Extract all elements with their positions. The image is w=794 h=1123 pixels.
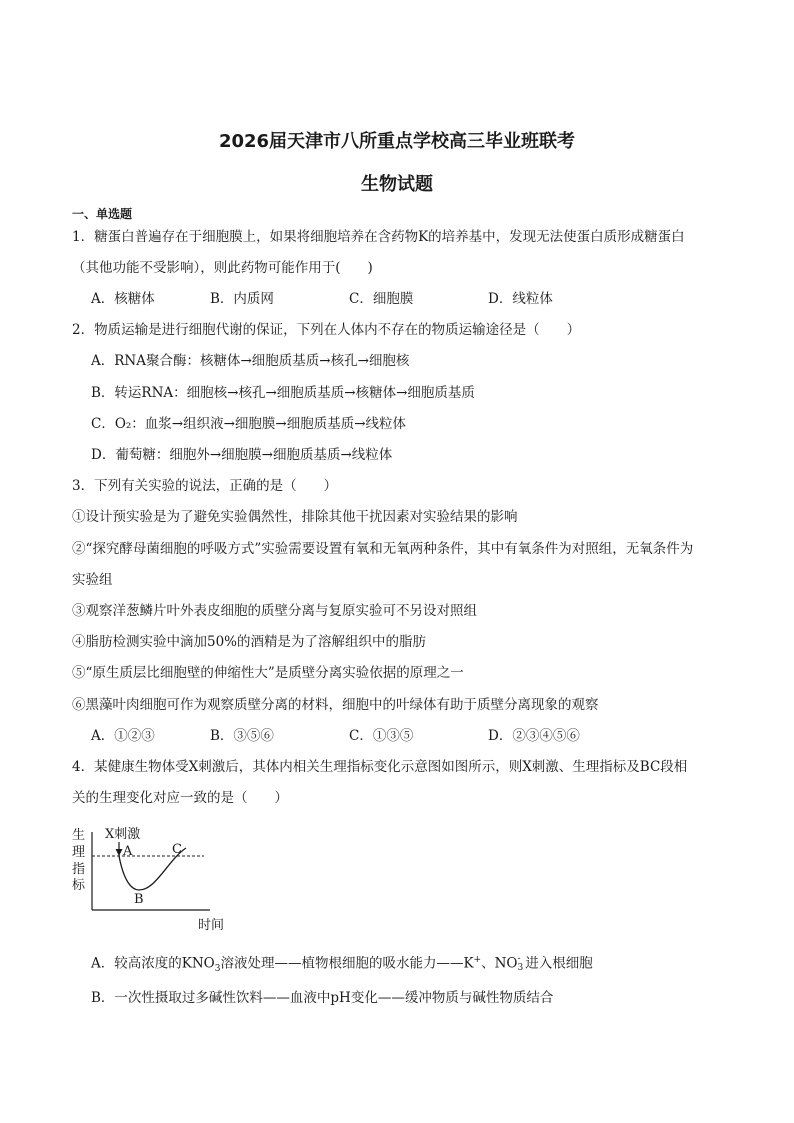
q4-option-a-sup: +	[473, 955, 482, 965]
q1-option-c: C．细胞膜	[349, 291, 414, 307]
point-c-label: C	[172, 842, 182, 857]
q1-stem-line2: （其他功能不受影响），则此药物可能作用于( )	[72, 260, 373, 276]
q4-option-a-sup2: -	[517, 954, 521, 964]
q2-option-a: A．RNA聚合酶：核糖体→细胞质基质→核孔→细胞核	[91, 353, 410, 369]
q1-stem-line1: 1．糖蛋白普遍存在于细胞膜上，如果将细胞培养在含药物K的培养基中，发现无法使蛋白质形成糖蛋白	[72, 229, 685, 245]
y-label-1: 生	[72, 828, 86, 843]
q4-option-a-text4: 进入根细胞	[525, 955, 593, 972]
q2-option-d: D．葡萄糖：细胞外→细胞膜→细胞质基质→线粒体	[91, 447, 393, 463]
y-label-2: 理	[72, 845, 86, 860]
q2-option-c: C．O₂：血浆→组织液→细胞膜→细胞质基质→线粒体	[91, 416, 407, 432]
exam-subtitle: 生物试题	[361, 174, 433, 195]
q4-option-a-sub: 3	[214, 964, 221, 975]
point-b-label: B	[134, 892, 144, 907]
q4-stem-line1: 4．某健康生物体受X刺激后，其体内相关生理指标变化示意图如图所示，则X刺激、生理指标及BC段相	[72, 759, 688, 775]
q4-stem-line2: 关的生理变化对应一致的是（ ）	[72, 790, 288, 806]
q2-option-b: B．转运RNA：细胞核→核孔→细胞质基质→核糖体→细胞质基质	[91, 385, 475, 401]
point-a-label: A	[123, 844, 133, 859]
q2-stem: 2．物质运输是进行细胞代谢的保证，下列在人体内不存在的物质运输途径是（ ）	[72, 322, 581, 338]
q3-item-2: ②“探究酵母菌细胞的呼吸方式”实验需要设置有氧和无氧两种条件，其中有氧条件为对照组，无氧条件为	[72, 541, 694, 557]
q4-option-a-text3: 、NO	[481, 955, 518, 972]
q1-option-b: B．内质网	[210, 291, 274, 307]
q4-option-a	[91, 951, 593, 978]
q3-item-1: ①设计预实验是为了避免实验偶然性，排除其他干扰因素对实验结果的影响	[72, 509, 518, 525]
q3-item-6: ⑥黑藻叶肉细胞可作为观察质壁分离的材料，细胞中的叶绿体有助于质壁分离现象的观察	[72, 697, 599, 713]
q4-option-b: B．一次性摄取过多碱性饮料——血液中pH变化——缓冲物质与碱性物质结合	[91, 990, 554, 1006]
q4-option-a-text: A．较高浓度的KNO	[91, 955, 215, 972]
q4-option-a-text2: 溶液处理——植物根细胞的吸水能力——K	[220, 955, 474, 972]
stimulus-label: X刺激	[105, 827, 141, 842]
q3-option-a: A．①②③	[91, 728, 155, 744]
q1-option-d: D．线粒体	[488, 291, 553, 307]
q3-option-d: D．②③④⑤⑥	[488, 728, 580, 744]
q3-item-2-cont: 实验组	[72, 572, 113, 588]
q4-option-a-sub2: 3	[517, 963, 524, 973]
y-label-3: 指	[72, 862, 86, 877]
section-heading: 一、单选题	[72, 207, 133, 221]
q3-item-3: ③观察洋葱鳞片叶外表皮细胞的质壁分离与复原实验可不另设对照组	[72, 603, 477, 619]
q3-option-c: C．①③⑤	[349, 728, 414, 744]
x-label: 时间	[198, 918, 225, 933]
q4-figure	[68, 818, 248, 936]
q3-item-5: ⑤“原生质层比细胞壁的伸缩性大”是质壁分离实验依据的原理之一	[72, 665, 464, 681]
exam-title: 2026届天津市八所重点学校高三毕业班联考	[218, 131, 576, 152]
q3-stem: 3．下列有关实验的说法，正确的是（ ）	[72, 478, 338, 494]
y-label-4: 标	[72, 878, 86, 893]
q1-option-a: A．核糖体	[91, 291, 155, 307]
q3-option-b: B．③⑤⑥	[210, 728, 274, 744]
q3-item-4: ④脂肪检测实验中滴加50%的酒精是为了溶解组织中的脂肪	[72, 634, 427, 650]
